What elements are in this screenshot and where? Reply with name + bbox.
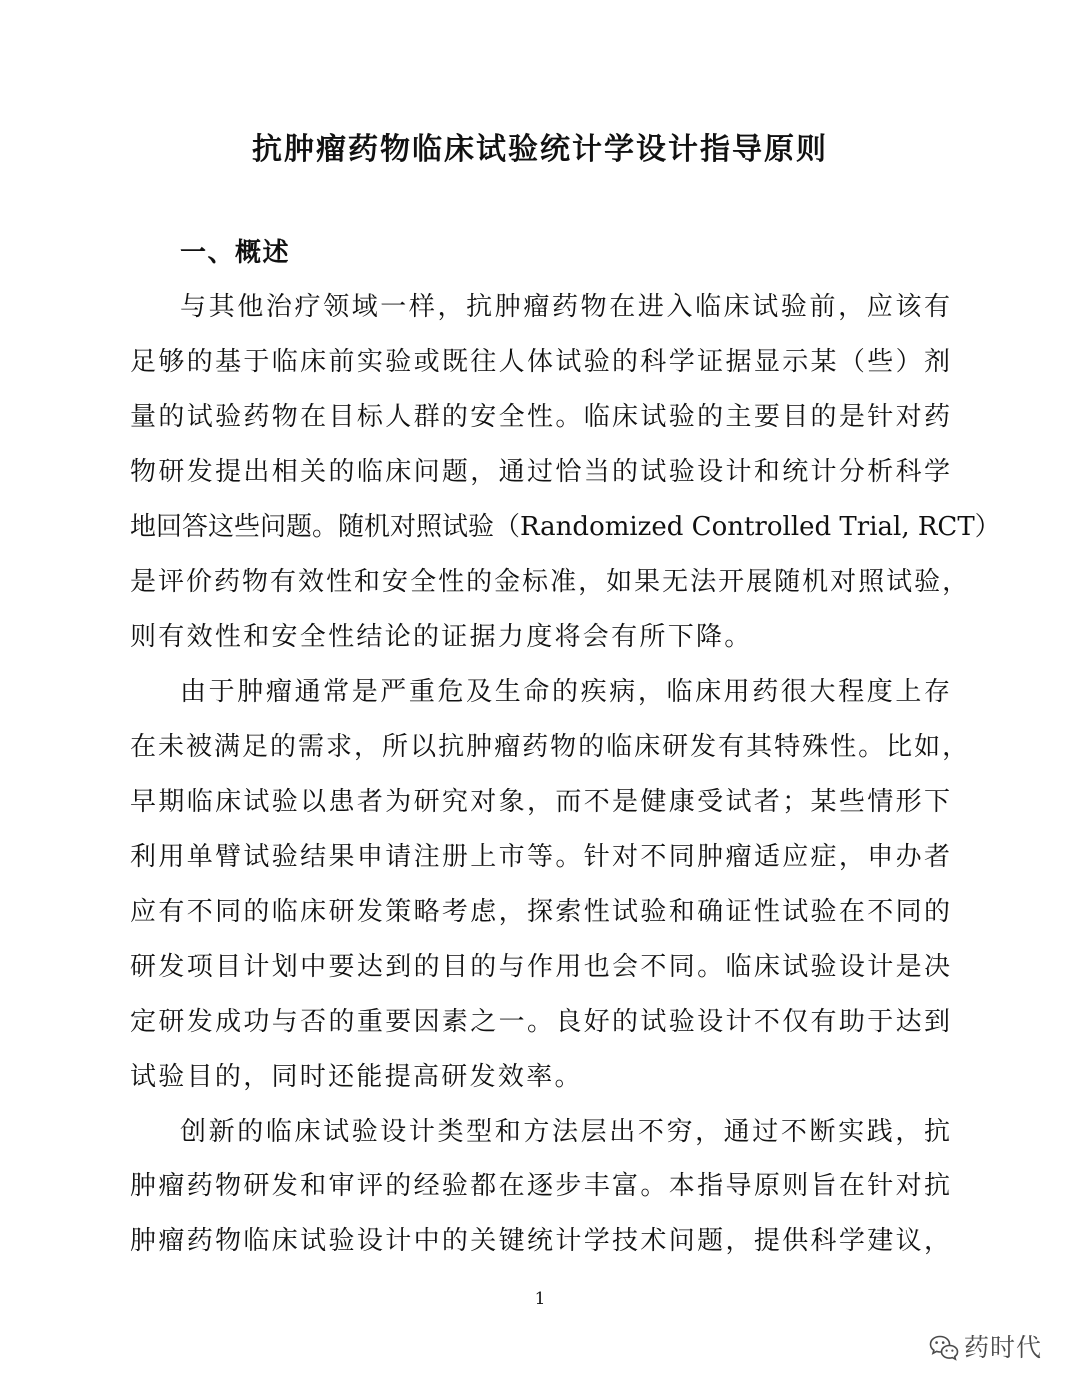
- text-line: 应有不同的临床研发策略考虑，探索性试验和确证性试验在不同的: [130, 896, 952, 927]
- page-number: 1: [534, 1289, 546, 1309]
- wechat-icon: [928, 1334, 960, 1362]
- text-line: 利用单臂试验结果申请注册上市等。针对不同肿瘤适应症，申办者: [130, 841, 952, 872]
- text-line: 早期临床试验以患者为研究对象，而不是健康受试者；某些情形下: [130, 786, 952, 817]
- text-line: 肿瘤药物临床试验设计中的关键统计学技术问题，提供科学建议，: [130, 1226, 952, 1257]
- text-line: 足够的基于临床前实验或既往人体试验的科学证据显示某（些）剂: [130, 347, 952, 378]
- text-line: 肿瘤药物研发和审评的经验都在逐步丰富。本指导原则旨在针对抗: [130, 1171, 952, 1202]
- text-line: 在未被满足的需求，所以抗肿瘤药物的临床研发有其特殊性。比如，: [130, 731, 970, 762]
- text-line: 则有效性和安全性结论的证据力度将会有所下降。: [130, 622, 753, 653]
- text-line: 量的试验药物在目标人群的安全性。临床试验的主要目的是针对药: [130, 402, 952, 433]
- paragraph: [130, 280, 1001, 665]
- text-line: 是评价药物有效性和安全性的金标准，如果无法开展随机对照试验，: [130, 567, 970, 598]
- paragraph: [130, 1105, 980, 1270]
- section-heading: 一、概述: [180, 237, 291, 268]
- watermark: [928, 1330, 1042, 1366]
- document-title: 抗肿瘤药物临床试验统计学设计指导原则: [252, 132, 828, 167]
- text-line: 研发项目计划中要达到的目的与作用也会不同。临床试验设计是决: [130, 951, 952, 982]
- text-line: 与其他治疗领域一样，抗肿瘤药物在进入临床试验前，应该有: [180, 292, 952, 323]
- paragraph: [130, 665, 980, 1105]
- text-line: 地回答这些问题。随机对照试验（Randomized Controlled Trial, RCT）: [130, 512, 1001, 543]
- text-line: 由于肿瘤通常是严重危及生命的疾病，临床用药很大程度上存: [180, 677, 952, 707]
- watermark-text: 药时代: [964, 1333, 1043, 1362]
- text-line: 物研发提出相关的临床问题，通过恰当的试验设计和统计分析科学: [130, 457, 952, 488]
- text-line: 创新的临床试验设计类型和方法层出不穷，通过不断实践，抗: [180, 1116, 952, 1147]
- text-line: 定研发成功与否的重要因素之一。良好的试验设计不仅有助于达到: [130, 1006, 952, 1037]
- document-body: [130, 226, 1001, 1270]
- text-line: 试验目的，同时还能提高研发效率。: [130, 1061, 583, 1092]
